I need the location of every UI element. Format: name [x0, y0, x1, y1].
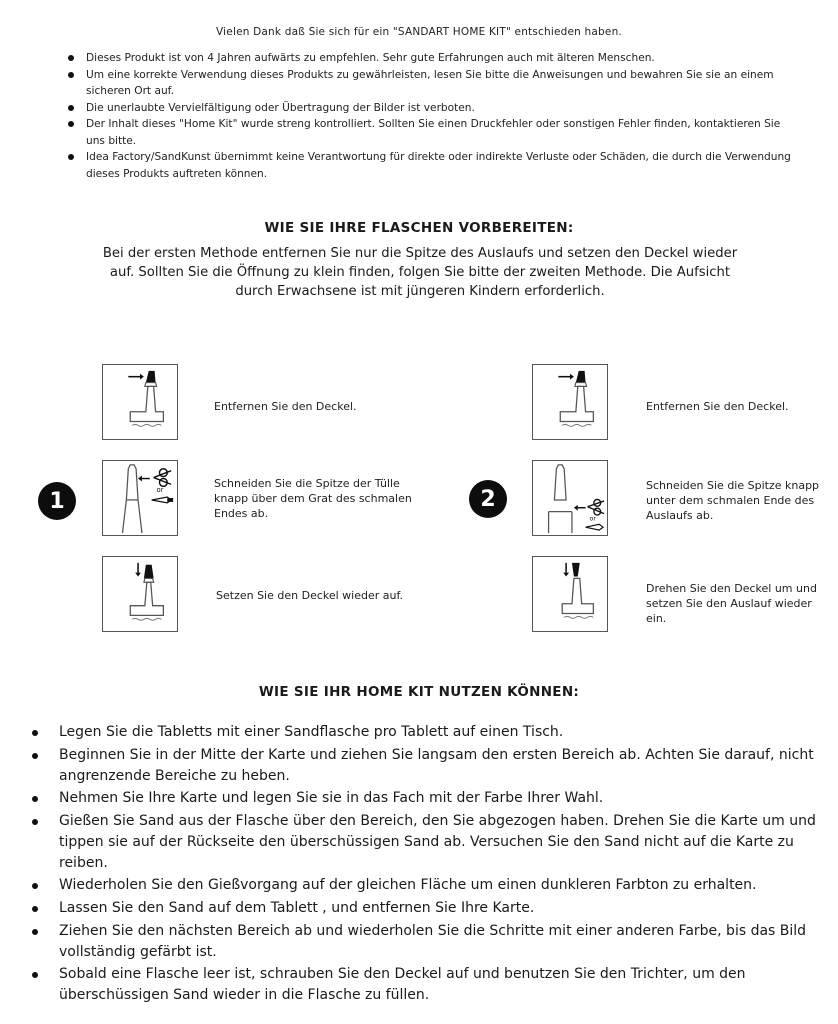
step-label: Schneiden Sie die Spitze der Tülle knapp über dem Grat des schmalen Endes ab.	[214, 477, 412, 520]
usage-list	[30, 722, 820, 1008]
remove-cap-icon	[102, 364, 178, 440]
intro-list	[66, 50, 796, 182]
step-label: Setzen Sie den Deckel wieder auf.	[216, 589, 404, 602]
list-item: Wiederholen Sie den Gießvorgang auf der gleichen Fläche um einen dunkleren Farbton zu erhalten.	[30, 875, 820, 896]
cut-tip-icon	[102, 460, 178, 536]
list-item: Gießen Sie Sand aus der Flasche über den Bereich, den Sie abgezogen haben. Drehen Sie die Karte um und tippen sie auf der Rückseite den überschüssigen Sand ab. Versuchen Sie den Sand nicht auf die Karte zu reiben.	[30, 811, 820, 874]
replace-cap-icon	[102, 556, 178, 632]
remove-cap-icon	[532, 364, 608, 440]
list-item: Idea Factory/SandKunst übernimmt keine Verantwortung für direkte oder indirekte Verluste oder Schäden, die durch die Verwendung dieses Produkts auftreten können.	[66, 149, 796, 182]
prepare-heading: WIE SIE IHRE FLASCHEN VORBEREITEN:	[264, 220, 574, 236]
list-item: Lassen Sie den Sand auf dem Tablett , und entfernen Sie Ihre Karte.	[30, 898, 820, 919]
prepare-text: Bei der ersten Methode entfernen Sie nur die Spitze des Auslaufs und setzen den Deckel wieder auf. Sollten Sie die Öffnung zu klein finden, folgen Sie bitte der zweiten Methode. Die Aufsicht durch Erwachsene ist mit jüngeren Kindern erforderlich.	[102, 246, 738, 299]
step-label: Schneiden Sie die Spitze knapp unter dem schmalen Ende des Auslaufs ab.	[646, 479, 820, 522]
list-item: Der Inhalt dieses "Home Kit" wurde streng kontrolliert. Sollten Sie einen Druckfehler oder sonstigen Fehler finden, kontaktieren Sie uns bitte.	[66, 116, 796, 149]
step-label: Drehen Sie den Deckel um und setzen Sie den Auslauf wieder ein.	[646, 582, 817, 625]
or-text: or	[156, 486, 164, 495]
method-1-badge: 1	[38, 482, 76, 520]
invert-cap-icon	[532, 556, 608, 632]
list-item: Sobald eine Flasche leer ist, schrauben Sie den Deckel auf und benutzen Sie den Trichter, um den überschüssigen Sand wieder in die Flasche zu füllen.	[30, 964, 820, 1006]
list-item: Die unerlaubte Vervielfältigung oder Übertragung der Bilder ist verboten.	[66, 100, 796, 117]
method-2-badge: 2	[469, 480, 507, 518]
cut-below-icon	[532, 460, 608, 536]
list-item: Legen Sie die Tabletts mit einer Sandflasche pro Tablett auf einen Tisch.	[30, 722, 820, 743]
list-item: Dieses Produkt ist von 4 Jahren aufwärts zu empfehlen. Sehr gute Erfahrungen auch mit älteren Menschen.	[66, 50, 796, 67]
list-item: Ziehen Sie den nächsten Bereich ab und wiederholen Sie die Schritte mit einer anderen Farbe, bis das Bild vollständig gefärbt ist.	[30, 921, 820, 963]
list-item: Beginnen Sie in der Mitte der Karte und ziehen Sie langsam den ersten Bereich ab. Achten Sie darauf, nicht angrenzende Bereiche zu heben.	[30, 745, 820, 787]
usage-heading: WIE SIE IHR HOME KIT NUTZEN KÖNNEN:	[258, 684, 580, 700]
or-text: or	[589, 515, 596, 523]
step-label: Entfernen Sie den Deckel.	[214, 400, 357, 413]
list-item: Nehmen Sie Ihre Karte und legen Sie sie in das Fach mit der Farbe Ihrer Wahl.	[30, 788, 820, 809]
list-item: Um eine korrekte Verwendung dieses Produkts zu gewährleisten, lesen Sie bitte die Anweisungen und bewahren Sie sie an einem sicheren Ort auf.	[66, 67, 796, 100]
intro-title: Vielen Dank daß Sie sich für ein "SANDART HOME KIT" entschieden haben.	[216, 26, 622, 38]
step-label: Entfernen Sie den Deckel.	[646, 400, 789, 413]
